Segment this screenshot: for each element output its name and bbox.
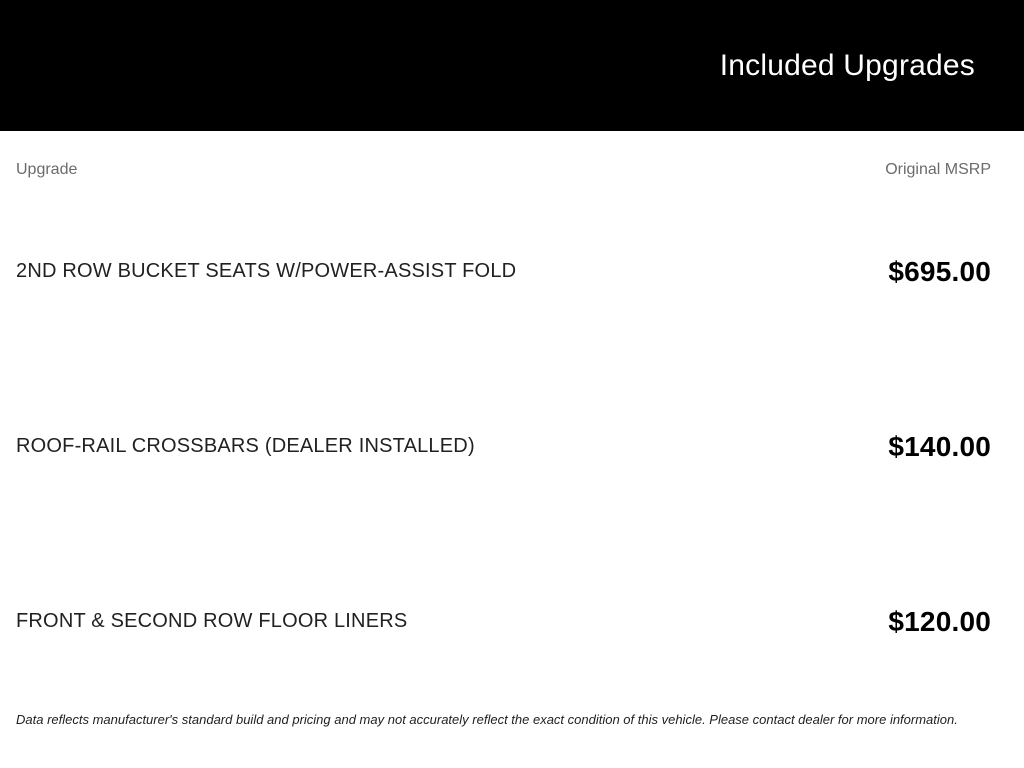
- upgrade-price: $120.00: [888, 605, 991, 637]
- table-row: [16, 359, 991, 534]
- page-header: [0, 0, 1024, 131]
- upgrade-rows: [16, 184, 991, 709]
- upgrade-price: $140.00: [888, 430, 991, 462]
- upgrades-section: [0, 160, 1024, 728]
- table-row: [16, 184, 991, 359]
- table-row: [16, 534, 991, 709]
- upgrade-name: ROOF-RAIL CROSSBARS (DEALER INSTALLED): [16, 435, 475, 457]
- disclaimer-text: Data reflects manufacturer's standard build and pricing and may not accurately reflect the exact condition of this vehicle. Please contact dealer for more information.: [16, 712, 958, 727]
- upgrade-price: $695.00: [888, 255, 991, 287]
- table-header: [16, 160, 991, 179]
- column-header-upgrade: Upgrade: [16, 161, 78, 178]
- page-title: Included Upgrades: [719, 48, 975, 82]
- upgrade-name: FRONT & SECOND ROW FLOOR LINERS: [16, 610, 408, 632]
- upgrade-name: 2ND ROW BUCKET SEATS W/POWER-ASSIST FOLD: [16, 260, 517, 282]
- column-header-original-msrp: Original MSRP: [885, 161, 991, 178]
